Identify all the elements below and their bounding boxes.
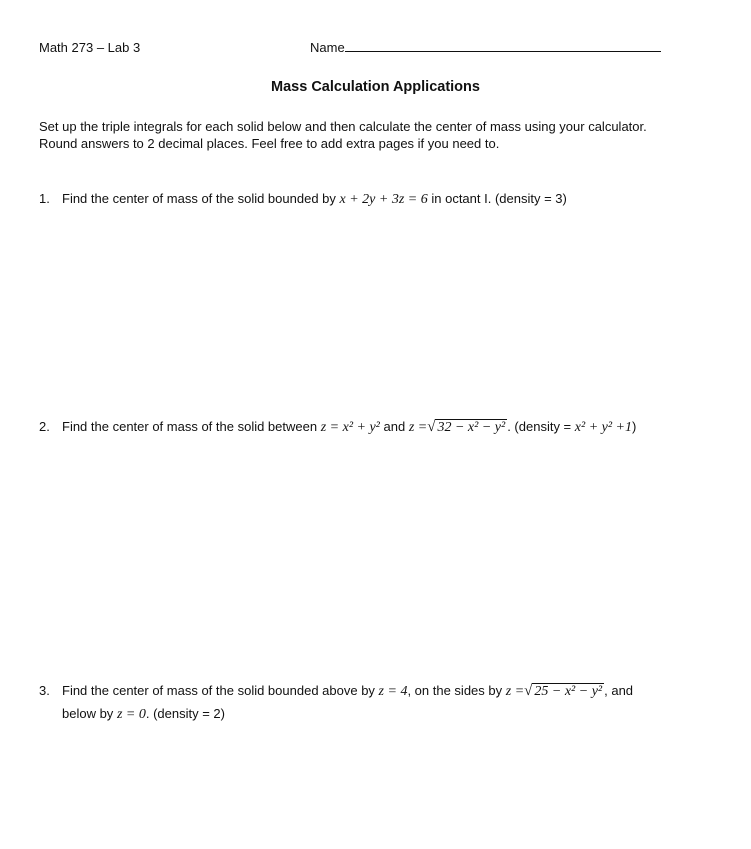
question-text: ): [632, 419, 637, 434]
name-blank-line[interactable]: [345, 41, 661, 52]
sqrt-radicand: 25 − x² − y²: [534, 684, 603, 699]
intro-line-2: Round answers to 2 decimal places. Feel free to add extra pages if you need to.: [39, 136, 500, 151]
question-text: . (density =: [507, 419, 572, 434]
question-2: [39, 419, 637, 435]
plane-equation: x + 2y + 3z = 6: [339, 192, 428, 207]
paraboloid-equation: z = x² + y²: [320, 420, 380, 435]
question-number: 2.: [39, 419, 50, 434]
name-field[interactable]: [310, 40, 661, 55]
sphere-equation-lhs: z =: [408, 420, 428, 435]
question-3-line-2: [62, 706, 225, 723]
sqrt-icon: √: [524, 683, 533, 699]
question-text: below by: [62, 706, 114, 721]
question-3: [39, 683, 634, 699]
question-text: Find the center of mass of the solid bounded by: [62, 191, 336, 206]
question-text: in octant I. (density = 3): [431, 191, 567, 206]
question-text: and: [383, 419, 406, 434]
question-text: , and: [604, 683, 634, 698]
sphere-equation-lhs: z =: [505, 684, 525, 699]
sqrt-radicand: 32 − x² − y²: [437, 420, 506, 435]
question-number: 1.: [39, 191, 50, 206]
course-label: Math 273 – Lab 3: [39, 40, 141, 55]
page-title: Mass Calculation Applications: [271, 79, 480, 95]
sqrt-icon: √: [427, 419, 436, 435]
question-text: . (density = 2): [145, 706, 225, 721]
density-expression: x² + y² +1: [574, 420, 632, 435]
question-text: , on the sides by: [407, 683, 503, 698]
question-text: Find the center of mass of the solid between: [62, 419, 318, 434]
question-number: 3.: [39, 683, 50, 698]
top-plane-equation: z = 4: [378, 684, 408, 699]
bottom-plane-equation: z = 0: [116, 707, 146, 722]
question-text: Find the center of mass of the solid bounded above by: [62, 683, 375, 698]
intro-line-1: Set up the triple integrals for each solid below and then calculate the center of mass using your calculator.: [39, 119, 647, 134]
name-label: Name: [310, 40, 345, 55]
question-1: [39, 191, 567, 207]
